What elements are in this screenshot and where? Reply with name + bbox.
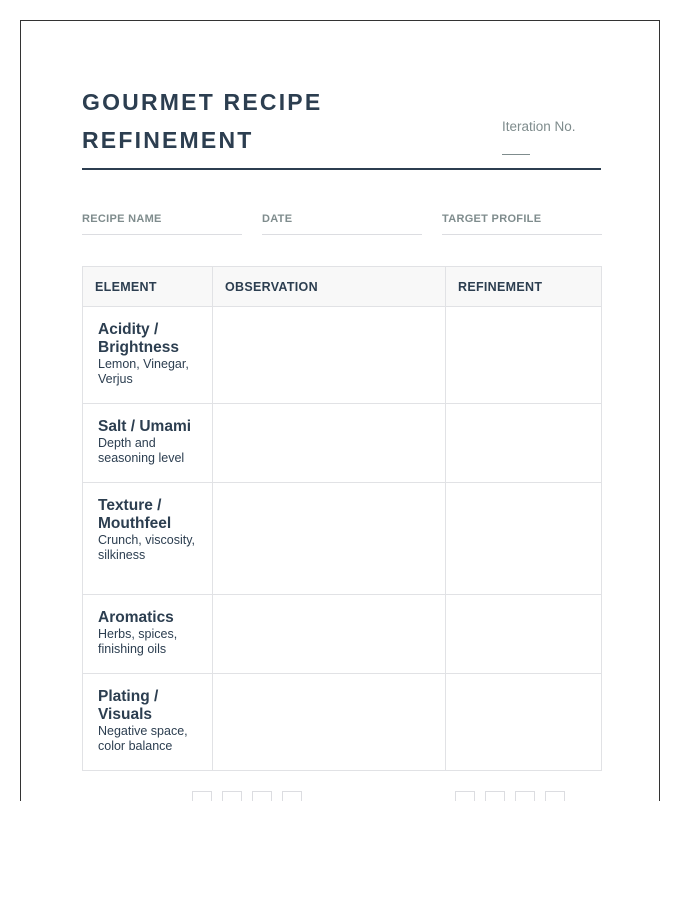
observation-cell[interactable] [213,307,446,404]
right-checkbox-group [455,791,565,801]
refinement-cell[interactable] [446,404,602,483]
element-description: Depth and seasoning level [98,436,185,465]
element-description: Crunch, viscosity, silkiness [98,533,196,562]
title-divider [82,168,601,170]
element-description: Negative space, color balance [98,724,188,753]
element-title: Plating / Visuals [98,688,159,723]
rating-box[interactable] [252,791,272,801]
table-row [83,307,602,404]
element-title: Salt / Umami [98,418,192,435]
table-row [83,483,602,595]
element-title: Acidity / Brightness [98,321,179,356]
element-cell [83,674,213,771]
observation-cell[interactable] [213,674,446,771]
table-row [83,595,602,674]
refinement-table [82,266,602,771]
refinement-cell[interactable] [446,307,602,404]
observation-cell[interactable] [213,404,446,483]
refinement-cell[interactable] [446,483,602,595]
iteration-label: Iteration No. [502,119,576,134]
column-header-observation: OBSERVATION [213,267,446,307]
element-cell [83,404,213,483]
table-row [83,404,602,483]
element-title: Texture / Mouthfeel [98,497,172,532]
rating-box[interactable] [455,791,475,801]
rating-box[interactable] [515,791,535,801]
date-label: DATE [262,213,293,225]
element-description: Lemon, Vinegar, Verjus [98,357,189,386]
refinement-cell[interactable] [446,595,602,674]
recipe-name-field[interactable] [82,209,242,235]
table-header-row [83,267,602,307]
rating-box[interactable] [545,791,565,801]
target-profile-field[interactable] [442,209,602,235]
table-row [83,674,602,771]
refinement-cell[interactable] [446,674,602,771]
iteration-input-line[interactable] [502,154,530,155]
element-cell [83,595,213,674]
left-checkbox-group [192,791,302,801]
observation-cell[interactable] [213,483,446,595]
element-cell [83,483,213,595]
recipe-sheet [20,20,660,801]
target-profile-label: TARGET PROFILE [442,213,542,225]
rating-box[interactable] [192,791,212,801]
date-field[interactable] [262,209,422,235]
column-header-refinement: REFINEMENT [446,267,602,307]
element-cell [83,307,213,404]
observation-cell[interactable] [213,595,446,674]
rating-box[interactable] [282,791,302,801]
column-header-element: ELEMENT [83,267,213,307]
rating-box[interactable] [222,791,242,801]
page-title: GOURMET RECIPE REFINEMENT [82,89,323,153]
recipe-name-label: RECIPE NAME [82,213,162,225]
element-title: Aromatics [98,609,174,626]
element-description: Herbs, spices, finishing oils [98,627,178,656]
rating-box[interactable] [485,791,505,801]
